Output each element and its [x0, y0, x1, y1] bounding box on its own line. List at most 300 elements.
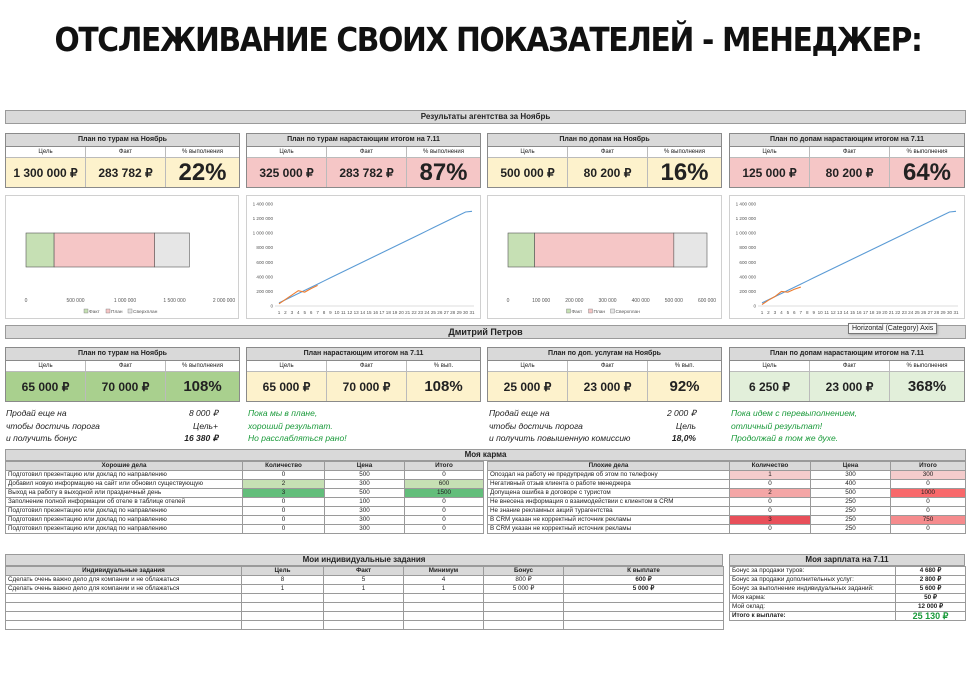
table-row: [730, 576, 966, 585]
kpi-title: План нарастающим итогом на 7.11: [247, 348, 480, 361]
deed-count: 0: [243, 498, 325, 507]
empty-cell: [324, 621, 404, 630]
x-tick-label: 19: [875, 310, 881, 315]
note-text: Продай еще на: [6, 408, 67, 418]
empty-cell: [242, 612, 324, 621]
table-row: [6, 480, 484, 489]
x-tick-label: 3: [773, 310, 777, 315]
table-row: [6, 489, 484, 498]
deed-count: 3: [730, 516, 811, 525]
x-tick-label: 21: [405, 310, 411, 315]
bar-plan: [54, 233, 155, 267]
x-tick-label: 12: [347, 310, 353, 315]
y-tick-label: 0: [753, 303, 756, 309]
note-line: хороший результат.: [248, 420, 333, 431]
table-header: [488, 462, 966, 471]
x-tick-label: 22: [895, 310, 901, 315]
table-row: [730, 603, 966, 612]
y-tick-label: 0: [270, 303, 273, 309]
deed-total: 300: [891, 471, 966, 480]
salary-table: [729, 566, 966, 621]
deed-price: 300: [325, 525, 405, 534]
deed-total: 0: [891, 498, 966, 507]
note-text: Продай еще на: [489, 408, 550, 418]
fact-value: 23 000 ₽: [810, 372, 890, 401]
bar-overplan: [674, 233, 707, 267]
goal-label: Цель: [247, 361, 327, 371]
deed-count: 0: [243, 525, 325, 534]
note-encourage-2: [731, 407, 961, 445]
empty-cell: [564, 621, 724, 630]
column-header: Хорошие дела: [6, 462, 243, 471]
fact-line: [279, 285, 318, 303]
x-tick-label: 0: [24, 298, 28, 304]
note-text: чтобы достичь порога: [489, 420, 583, 431]
y-tick-label: 200 000: [256, 288, 273, 294]
x-tick-label: 0: [506, 298, 510, 304]
y-tick-label: 600 000: [739, 259, 756, 265]
x-tick-label: 7: [316, 310, 319, 315]
manager-kpi-cumulative: [246, 347, 481, 402]
x-tick-label: 15: [849, 310, 856, 315]
salary-label: Бонус за продажи дополнительных услуг:: [730, 576, 896, 585]
task-name: Сделать очень важно дело для компании и не облажаться: [6, 585, 242, 594]
y-tick-label: 1 200 000: [735, 216, 756, 222]
goal-label: Цель: [730, 361, 810, 371]
y-tick-label: 800 000: [256, 245, 273, 251]
deed-name: Не внесена информация о взаимодействии с клиентом в CRM: [488, 498, 730, 507]
x-tick-label: 25: [430, 310, 436, 315]
x-tick-label: 16: [372, 310, 379, 315]
salary-value: 4 680 ₽: [896, 567, 966, 576]
task-payout: 5 000 ₽: [564, 585, 724, 594]
note-line: Пока мы в плане,: [248, 408, 318, 418]
note-tours: [6, 407, 218, 445]
deed-total: 0: [405, 516, 484, 525]
x-tick-label: 24: [424, 310, 430, 315]
x-tick-label: 3: [290, 310, 294, 315]
column-header: Количество: [730, 462, 811, 471]
kpi-title: План по турам на Ноябрь: [6, 348, 239, 361]
legend-swatch: [84, 309, 88, 313]
column-header: Цель: [242, 567, 324, 576]
deed-name: Выход на работу в выходной или праздничный день: [6, 489, 243, 498]
x-tick-label: 20: [882, 310, 888, 315]
deed-total: 1500: [405, 489, 484, 498]
pct-value: 16%: [660, 158, 709, 186]
fact-label: Факт: [810, 361, 890, 371]
x-tick-label: 29: [940, 310, 946, 315]
table-row: [6, 576, 724, 585]
goal-value: 25 000 ₽: [488, 372, 568, 401]
fact-label: Факт: [327, 361, 407, 371]
table-row: [6, 516, 484, 525]
table-header: [6, 567, 724, 576]
salary-value: 50 ₽: [896, 594, 966, 603]
deed-count: 2: [730, 489, 811, 498]
pct-label: % выполнения: [181, 149, 224, 155]
deed-price: 250: [811, 507, 891, 516]
x-tick-label: 23: [901, 310, 907, 315]
column-header: Итого: [405, 462, 484, 471]
manager-name: Дмитрий Петров: [5, 325, 966, 339]
x-tick-label: 21: [888, 310, 894, 315]
deed-count: 0: [730, 525, 811, 534]
x-tick-label: 1: [760, 310, 764, 315]
note-line: Но расслабляться рано!: [248, 433, 347, 443]
column-header: Цена: [811, 462, 891, 471]
x-tick-label: 8: [322, 310, 326, 315]
x-tick-label: 18: [869, 310, 875, 315]
note-text: и получить повышенную комиссию: [489, 433, 631, 443]
x-tick-label: 6: [793, 310, 796, 315]
empty-cell: [484, 612, 564, 621]
x-tick-label: 4: [780, 310, 783, 315]
goal-value: 65 000 ₽: [6, 372, 86, 401]
note-value: 16 380 ₽: [184, 433, 218, 443]
kpi-title: План по допам нарастающим итогом на 7.11: [730, 348, 964, 361]
table-row: [488, 525, 966, 534]
bar-plan: [535, 233, 674, 267]
x-tick-label: 28: [934, 310, 940, 315]
x-tick-label: 10: [334, 310, 340, 315]
manager-kpi-extras: [487, 347, 722, 402]
task-min: 1: [404, 585, 484, 594]
x-tick-label: 23: [417, 310, 424, 315]
table-row: [730, 585, 966, 594]
legend-label: План: [111, 310, 123, 315]
bar-fact: [508, 233, 535, 267]
goal-value: 325 000 ₽: [247, 158, 327, 187]
fact-value: 283 782 ₽: [86, 158, 166, 187]
column-header: Итого: [891, 462, 966, 471]
note-extras: [489, 407, 696, 445]
column-header: Плохие дела: [488, 462, 730, 471]
deed-count: 0: [243, 507, 325, 516]
fact-label: Факт: [86, 147, 166, 157]
x-tick-label: 15: [366, 310, 372, 315]
chart-svg: [6, 196, 238, 318]
note-encourage-1: [248, 407, 468, 445]
deed-count: 0: [243, 471, 325, 480]
deed-price: 100: [325, 498, 405, 507]
legend-label: Факт: [89, 310, 100, 315]
salary-label: Мой оклад:: [730, 603, 896, 612]
karma-title: Моя карма: [5, 449, 966, 461]
column-header: Индивидуальные задания: [6, 567, 242, 576]
goal-label: Цель: [247, 147, 327, 157]
empty-cell: [242, 603, 324, 612]
fact-value: 283 782 ₽: [327, 158, 407, 187]
deed-name: Не знание рекламных акций турагентства: [488, 507, 730, 516]
x-tick-label: 27: [927, 310, 933, 315]
pct-value: 108%: [183, 378, 222, 395]
empty-cell: [324, 603, 404, 612]
empty-row: [6, 612, 724, 621]
x-tick-label: 1 500 000: [163, 298, 186, 304]
y-tick-label: 1 000 000: [735, 230, 756, 236]
pct-label: % выполнения: [663, 149, 706, 155]
table-row: [6, 585, 724, 594]
deed-name: Добавил новую информацию на сайт или обновил существующую: [6, 480, 243, 489]
table-row: [6, 471, 484, 480]
plan-line: [279, 211, 472, 303]
x-tick-label: 1 000 000: [113, 298, 137, 304]
chart-svg: [488, 196, 721, 318]
deed-total: 0: [405, 507, 484, 516]
agency-title: Результаты агентства за Ноябрь: [5, 110, 966, 124]
chart-extras-line[interactable]: [729, 195, 965, 319]
chart-extras-bar[interactable]: [487, 195, 722, 319]
pct-value: 368%: [907, 378, 947, 395]
task-name: Сделать очень важно дело для компании и не облажаться: [6, 576, 242, 585]
bad-deeds-table: [487, 461, 966, 534]
empty-cell: [324, 612, 404, 621]
legend-label: План: [593, 310, 606, 315]
kpi-extras-cumulative: [729, 133, 965, 188]
chart-svg: [730, 196, 964, 318]
column-header: Бонус: [484, 567, 564, 576]
deed-count: 0: [730, 480, 811, 489]
empty-row: [6, 603, 724, 612]
x-tick-label: 18: [385, 310, 391, 315]
x-tick-label: 26: [437, 310, 443, 315]
deed-total: 0: [891, 507, 966, 516]
pct-value: 22%: [178, 158, 227, 186]
kpi-extras-month: [487, 133, 722, 188]
goal-label: Цель: [730, 147, 810, 157]
tasks-table: [5, 566, 724, 630]
table-row: [488, 480, 966, 489]
goal-value: 1 300 000 ₽: [6, 158, 86, 187]
x-tick-label: 100 000: [532, 298, 551, 304]
x-tick-label: 30: [463, 310, 469, 315]
deed-name: Негативный отзыв клиента о работе менеджера: [488, 480, 730, 489]
empty-cell: [6, 621, 242, 630]
x-tick-label: 17: [379, 310, 385, 315]
task-fact: 1: [324, 585, 404, 594]
deed-price: 500: [325, 489, 405, 498]
pct-value: 64%: [902, 158, 952, 186]
table-header: [6, 462, 484, 471]
deed-name: Допущена ошибка в договоре с туристом: [488, 489, 730, 498]
legend-swatch: [128, 309, 132, 313]
empty-cell: [404, 594, 484, 603]
task-fact: 5: [324, 576, 404, 585]
empty-cell: [404, 621, 484, 630]
x-tick-label: 500 000: [66, 298, 85, 304]
deed-price: 500: [325, 471, 405, 480]
legend-swatch: [611, 309, 615, 313]
salary-total-value: 25 130 ₽: [896, 612, 966, 621]
fact-label: Факт: [568, 147, 648, 157]
legend-swatch: [589, 309, 593, 313]
deed-price: 250: [811, 516, 891, 525]
note-value: Цель+: [192, 420, 218, 431]
goal-value: 125 000 ₽: [730, 158, 810, 187]
empty-cell: [6, 612, 242, 621]
y-tick-label: 1 400 000: [735, 201, 756, 207]
fact-value: 80 200 ₽: [568, 158, 648, 187]
x-tick-label: 14: [843, 310, 849, 315]
fact-line: [762, 287, 801, 304]
x-tick-label: 11: [340, 310, 346, 315]
empty-row: [6, 594, 724, 603]
tasks-title: Мои индивидуальные задания: [5, 554, 723, 566]
deed-total: 600: [405, 480, 484, 489]
x-tick-label: 7: [799, 310, 803, 315]
x-tick-label: 26: [921, 310, 927, 315]
note-line: Пока идем с перевыполнением,: [731, 408, 858, 418]
manager-kpi-extras-cumulative: [729, 347, 965, 402]
kpi-title: План по допам нарастающим итогом на 7.11: [730, 134, 964, 147]
x-tick-label: 5: [786, 310, 790, 315]
fact-value: 80 200 ₽: [810, 158, 890, 187]
x-tick-label: 9: [329, 310, 332, 315]
pct-label: % выполнения: [906, 363, 948, 369]
x-tick-label: 200 000: [565, 298, 584, 304]
y-tick-label: 400 000: [256, 274, 273, 280]
deed-price: 300: [811, 471, 891, 480]
table-row: [730, 567, 966, 576]
empty-cell: [404, 603, 484, 612]
x-tick-label: 4: [297, 310, 300, 315]
empty-cell: [484, 621, 564, 630]
table-row: [6, 507, 484, 516]
legend-label: Факт: [571, 310, 583, 315]
chart-tours-bar[interactable]: [5, 195, 239, 319]
fact-label: Факт: [810, 147, 890, 157]
y-tick-label: 600 000: [256, 259, 273, 265]
legend-label: Сверхплан: [615, 310, 640, 315]
note-text: и получить бонус: [6, 433, 77, 443]
axis-tooltip: Horizontal (Category) Axis: [848, 323, 937, 334]
x-tick-label: 16: [856, 310, 862, 315]
x-tick-label: 600 000: [697, 298, 717, 304]
deed-price: 250: [811, 498, 891, 507]
x-tick-label: 27: [443, 310, 449, 315]
salary-value: 2 800 ₽: [896, 576, 966, 585]
salary-label: Бонус за выполнение индивидуальных заданий:: [730, 585, 896, 594]
salary-title: Моя зарплата на 7.11: [729, 554, 965, 566]
y-tick-label: 400 000: [739, 274, 756, 280]
bar-fact: [26, 233, 54, 267]
chart-tours-line[interactable]: [246, 195, 481, 319]
deed-total: 0: [405, 471, 484, 480]
deed-count: 2: [243, 480, 325, 489]
deed-name: В CRM указан не корректный источник рекламы: [488, 525, 730, 534]
empty-cell: [6, 594, 242, 603]
note-line: Продолжай в том же духе.: [731, 433, 839, 443]
deed-count: 1: [730, 471, 811, 480]
empty-cell: [484, 603, 564, 612]
deed-count: 0: [243, 516, 325, 525]
x-tick-label: 10: [817, 310, 823, 315]
y-tick-label: 200 000: [739, 288, 756, 294]
empty-cell: [242, 594, 324, 603]
x-tick-label: 17: [862, 310, 869, 315]
task-min: 4: [404, 576, 484, 585]
salary-value: 5 600 ₽: [896, 585, 966, 594]
deed-name: Подготовил презентацию или доклад по направлению: [6, 507, 243, 516]
salary-label: Бонус за продажи туров:: [730, 567, 896, 576]
x-tick-label: 500 000: [664, 298, 683, 304]
pct-label: % выполнения: [906, 149, 948, 155]
fact-label: Факт: [327, 147, 407, 157]
deed-name: Заполнение полной информации об отеле в таблице отелей: [6, 498, 243, 507]
table-row: [488, 516, 966, 525]
deed-count: 0: [730, 498, 811, 507]
pct-label: % вып.: [433, 363, 454, 369]
note-value: Цель: [675, 420, 696, 431]
empty-cell: [404, 612, 484, 621]
legend-swatch: [567, 309, 571, 313]
kpi-title: План по турам на Ноябрь: [6, 134, 239, 147]
table-row: [730, 594, 966, 603]
salary-label: Моя карма:: [730, 594, 896, 603]
column-header: Минимум: [404, 567, 484, 576]
empty-row: [6, 621, 724, 630]
column-header: Факт: [324, 567, 404, 576]
x-tick-label: 29: [456, 310, 462, 315]
task-bonus: 800 ₽: [484, 576, 564, 585]
plan-line: [762, 211, 956, 303]
x-tick-label: 28: [450, 310, 456, 315]
pct-label: % выполнения: [181, 363, 224, 369]
x-tick-label: 31: [953, 310, 959, 315]
page-heading: ОТСЛЕЖИВАНИЕ СВОИХ ПОКАЗАТЕЛЕЙ - МЕНЕДЖЕР:: [54, 20, 922, 59]
column-header: Цена: [325, 462, 405, 471]
x-tick-label: 13: [837, 310, 843, 315]
table-row: [488, 489, 966, 498]
deed-total: 1000: [891, 489, 966, 498]
note-value: 8 000 ₽: [188, 408, 218, 418]
legend-label: Сверхплан: [133, 310, 158, 315]
deed-price: 300: [325, 507, 405, 516]
empty-cell: [564, 612, 724, 621]
column-header: Количество: [243, 462, 325, 471]
x-tick-label: 11: [824, 310, 830, 315]
y-tick-label: 800 000: [739, 245, 756, 251]
kpi-tours-cumulative: [246, 133, 481, 188]
note-line: отличный результат!: [731, 420, 823, 431]
good-deeds-table: [5, 461, 484, 534]
table-row: [6, 525, 484, 534]
x-tick-label: 14: [360, 310, 366, 315]
x-tick-label: 24: [908, 310, 914, 315]
deed-name: Подготовил презентацию или доклад по направлению: [6, 516, 243, 525]
x-tick-label: 20: [398, 310, 404, 315]
empty-cell: [324, 594, 404, 603]
x-tick-label: 9: [812, 310, 816, 315]
x-tick-label: 31: [469, 310, 475, 315]
deed-name: Подготовил презентацию или доклад по направлению: [6, 471, 243, 480]
x-tick-label: 300 000: [598, 298, 617, 304]
task-goal: 8: [242, 576, 324, 585]
kpi-title: План по доп. услугам на Ноябрь: [488, 348, 721, 361]
fact-value: 23 000 ₽: [568, 372, 648, 401]
empty-cell: [6, 603, 242, 612]
x-tick-label: 30: [946, 310, 953, 315]
x-tick-label: 2: [767, 310, 770, 315]
chart-svg: [247, 196, 480, 318]
deed-name: Опоздал на работу не предупредив об этом по телефону: [488, 471, 730, 480]
goal-value: 6 250 ₽: [730, 372, 810, 401]
y-tick-label: 1 400 000: [252, 201, 273, 207]
kpi-tours-month: [5, 133, 240, 188]
note-text: чтобы достичь порога: [6, 420, 100, 431]
manager-kpi-tours: [5, 347, 240, 402]
